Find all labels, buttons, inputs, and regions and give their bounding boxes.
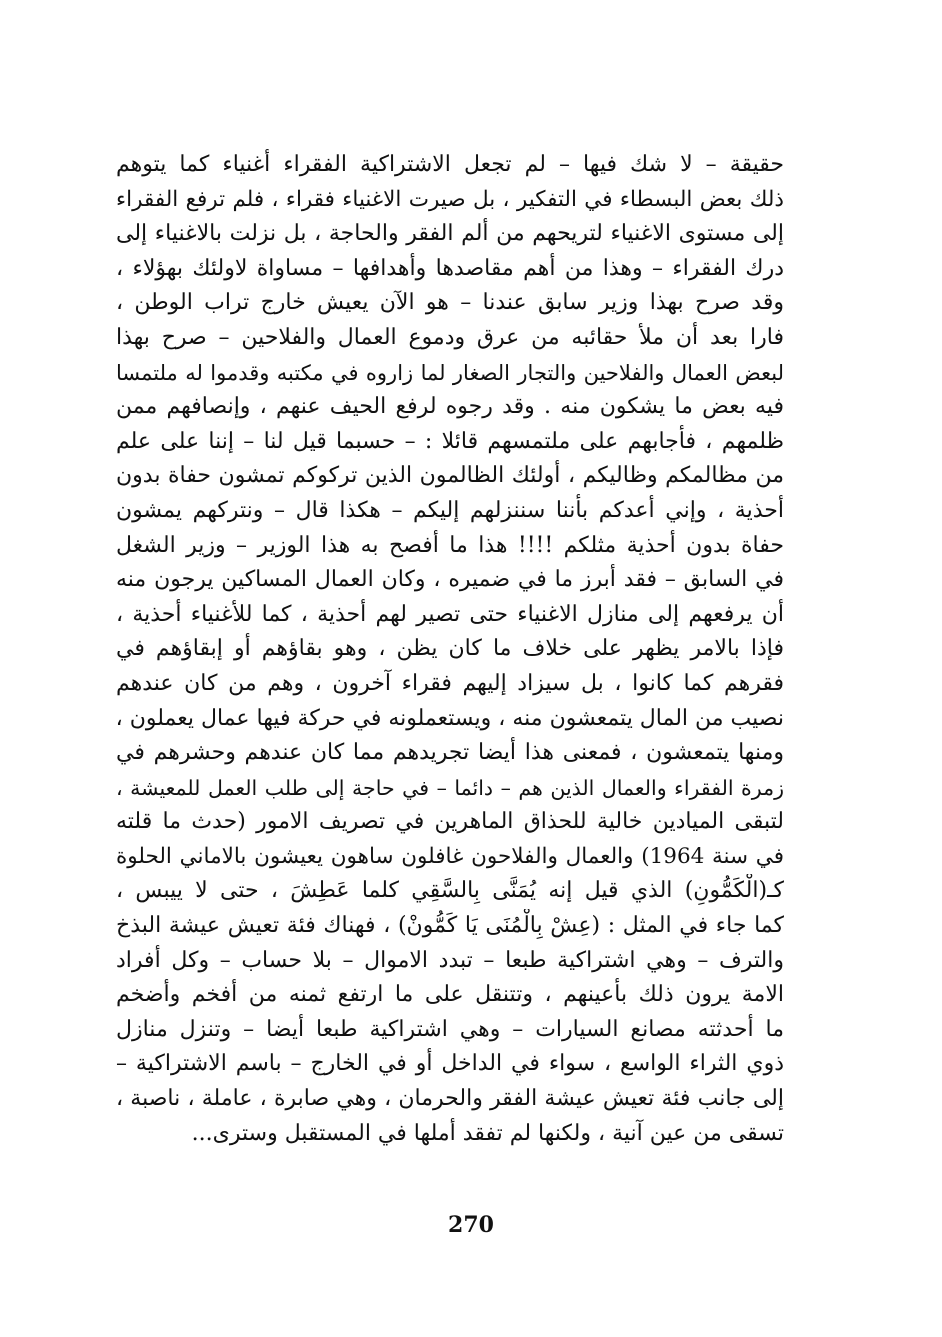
text-line: إلى جانب فئة تعيش عيشة الفقر والحرمان ، وهي صابرة ، عاملة ، ناصبة ، <box>116 1086 784 1112</box>
text-line: تسقى من عين آنية ، ولكنها لم تفقد أملها في المستقبل وسترى... <box>191 1120 784 1146</box>
text-line: فيه بعض ما يشكون منه . وقد رجوه لرفع الحيف عنهم ، وإنصافهم ممن <box>116 394 784 420</box>
text-line: نصيب من المال يتمعشون منه ، ويستعملونه في حركة فيها عمال يعملون ، <box>116 705 784 731</box>
text-line: فارا بعد أن ملأ حقائبه من عرق ودموع العمال والفلاحين – صرح بهذا <box>116 324 784 350</box>
page-number: 270 <box>448 1212 494 1238</box>
text-line: حقيقة – لا شك فيها – لم تجعل الاشتراكية الفقراء أغنياء كما يتوهم <box>116 152 784 177</box>
text-line: زمرة الفقراء والعمال الذين هم – دائما – في حاجة إلى طلب العمل للمعيشة ، <box>116 775 784 800</box>
text-line: كـ(الْكَمُّونِ) الذي قيل إنه يُمَنَّى بِالسَّقِي كلما عَطِشَ ، حتى لا ييبس ، <box>116 878 784 904</box>
text-line: ما أحدثته مصانع السيارات – وهي اشتراكية طبعا أيضا – وتنزل منازل <box>116 1016 784 1042</box>
text-line: كما جاء في المثل : (عِشْ بِالْمُنَى يَا كَمُّونْ) ، فهناك فئة تعيش عيشة البذخ <box>116 913 784 939</box>
text-line: ومنها يتمعشون ، فمعنى هذا أيضا تجريدهم مما كان عندهم وحشرهم في <box>116 740 784 766</box>
text-line: أن يرفعهم إلى منازل الاغنياء حتى تصير لهم أحذية ، كما للأغنياء أحذية ، <box>116 601 784 627</box>
text-line: حفاة بدون أحذية مثلكم !!!! هذا ما أفصح به هذا الوزير – وزير الشغل <box>116 532 784 558</box>
text-line: وقد صرح بهذا وزير سابق عندنا – هو الآن يعيش خارج تراب الوطن ، <box>116 290 784 316</box>
text-line: في سنة 1964) والعمال والفلاحون غافلون ساهون يعيشون بالاماني الحلوة <box>116 843 784 869</box>
text-line: لتبقى الميادين خالية للحذاق الماهرين في تصريف الامور (حدث ما قلته <box>116 809 784 835</box>
body-text <box>116 148 784 1151</box>
text-line: فقرهم كما كانوا ، بل سيزاد إليهم فقراء آخرون ، وهم من كان عندهم <box>116 670 784 696</box>
text-line: في السابق – فقد أبرز ما في ضميره ، وكان العمال المساكين يرجون منه <box>116 567 784 593</box>
text-line: ظلمهم ، فأجابهم على ملتمسهم قائلا : – حسبما قيل لنا – إننا على علم <box>116 428 784 454</box>
text-line: ذوي الثراء الواسع ، سواء في الداخل أو في الخارج – باسم الاشتراكية – <box>116 1051 784 1077</box>
text-line: والترف – وهي اشتراكية طبعا – تبدد الاموال – بلا حساب – وكل أفراد <box>116 947 784 973</box>
text-line: لبعض العمال والفلاحين والتجار الصغار لما زاروه في مكتبه وقدموا له ملتمسا <box>116 360 784 385</box>
text-line: إلى مستوى الاغنياء لتريحهم من ألم الفقر والحاجة ، بل نزلت بالاغنياء إلى <box>116 221 784 247</box>
text-line: الامة يرون ذلك بأعينهم ، وتتنقل على ما ارتفع ثمنه من أفخم وأضخم <box>116 982 784 1008</box>
text-line: فإذا بالامر يظهر على خلاف ما كان يظن ، وهو بقاؤهم أو إبقاؤهم في <box>116 636 784 662</box>
text-line: من مظالمكم وظاليكم ، أولئك الظالمون الذين تركوكم تمشون حفاة بدون <box>116 463 784 489</box>
text-line: ذلك بعض البسطاء في التفكير ، بل صيرت الاغنياء فقراء ، فلم ترفع الفقراء <box>116 186 784 212</box>
text-line: أحذية ، وإني أعدكم بأننا سننزلهم إليكم – هكذا قال – ونتركهم يمشون <box>116 497 784 523</box>
text-line: درك الفقراء – وهذا من أهم مقاصدها وأهدافها – مساواة لاولئك بهؤلاء ، <box>116 255 784 281</box>
